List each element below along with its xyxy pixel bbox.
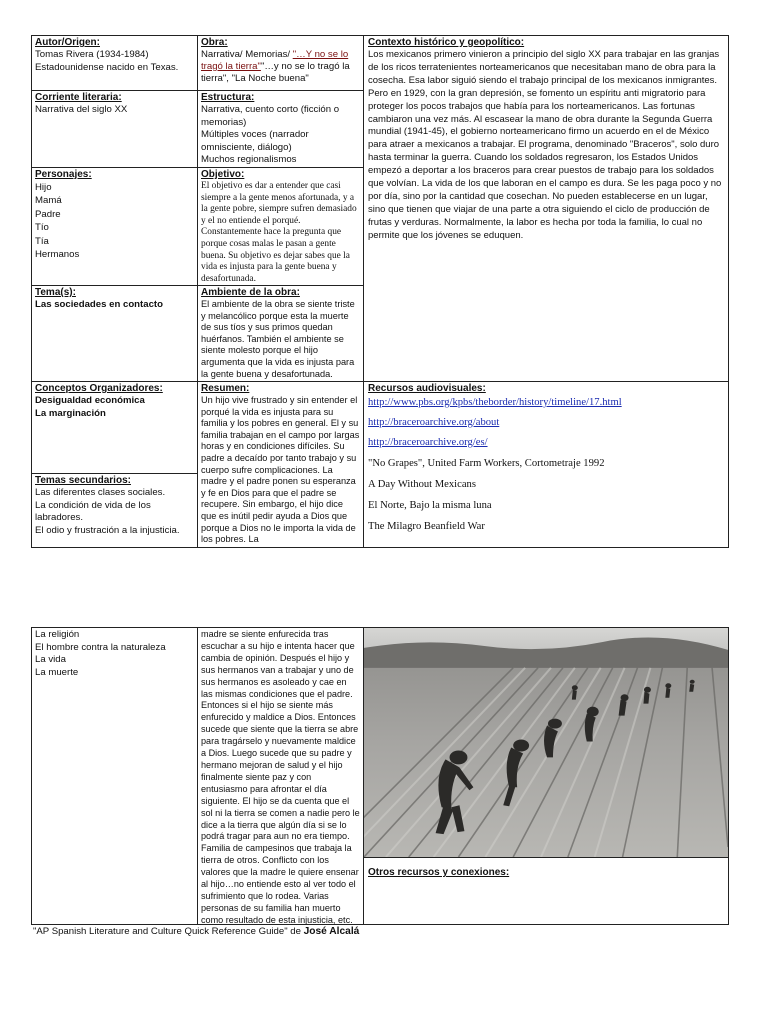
summary-text-part-1: Un hijo vive frustrado y sin entender el porqué la vida es injusta para su familia y los pobres en general. El y su familia trabajan en el campo por largas horas y en condiciones difíciles. Su padre a decaído por tanto trabajo y su cuerpo sufre complicaciones. La madre y el padre ponen su esperanza y fe en Dios para que el padre se recupere. Sin embargo, el hijo dice que es inútil pedir ayuda a Dios que porque a Dios no le importa la vida de los pobres. La bbox=[201, 395, 360, 545]
resource-link[interactable]: http://www.pbs.org/kpbs/theborder/history/timeline/17.html bbox=[368, 397, 622, 408]
current-text: Narrativa del siglo XX bbox=[35, 104, 128, 115]
structure-line: Muchos regionalismos bbox=[201, 154, 297, 165]
secondary-heading: Temas secundarios: bbox=[35, 475, 131, 486]
cell-literary-current bbox=[32, 90, 197, 167]
secondary-item: La muerte bbox=[35, 666, 79, 678]
secondary-item: Las diferentes clases sociales. bbox=[35, 487, 166, 498]
column-work bbox=[198, 36, 364, 547]
concepts-heading: Conceptos Organizadores: bbox=[35, 383, 163, 394]
column-author bbox=[32, 36, 198, 547]
cell-summary-continued bbox=[198, 628, 363, 924]
cell-setting bbox=[198, 285, 363, 381]
resources-heading: Recursos audiovisuales: bbox=[368, 383, 486, 394]
cell-secondary-continued bbox=[32, 628, 197, 924]
character-item: Tía bbox=[35, 235, 49, 247]
context-heading: Contexto histórico y geopolítico: bbox=[368, 37, 525, 48]
themes-heading: Tema(s): bbox=[35, 287, 76, 298]
resource-film: "No Grapes", United Farm Workers, Cortometraje 1992 bbox=[368, 458, 605, 469]
character-item: Hijo bbox=[35, 182, 52, 193]
author-line: Estadounidense nacido en Texas. bbox=[35, 61, 179, 73]
character-item: Padre bbox=[35, 208, 61, 220]
work-title-link[interactable]: "…Y no se lo tragó la tierra" bbox=[201, 49, 349, 72]
cell-characters bbox=[32, 167, 197, 285]
current-heading: Corriente literaria: bbox=[35, 92, 122, 103]
cell-summary bbox=[198, 381, 363, 547]
objective-text: El objetivo es dar a entender que casi siempre a la gente menos afortunada, y a la gente pobre, siempre sufren demasiado y el no entiende el porqué. Constantemente hace la pregunta que porque cosas malas le pasan a gente buena. Su objetivo es dejar sabes que la vida es injusta para la gente buena y desafortunada. bbox=[201, 181, 357, 284]
cell-concepts bbox=[32, 381, 197, 473]
themes-text: Las sociedades en contacto bbox=[35, 299, 163, 310]
citation-footer bbox=[33, 926, 359, 937]
reference-table-page-2 bbox=[31, 627, 729, 925]
cell-resources bbox=[364, 381, 728, 547]
column-context bbox=[364, 36, 728, 547]
farmworkers-photo bbox=[364, 628, 728, 858]
character-item: Mamá bbox=[35, 195, 62, 207]
character-item: Tío bbox=[35, 222, 49, 234]
setting-text: El ambiente de la obra se siente triste y melancólico porque esta la muerte de sus tíos y sus primos quedan huérfanos. También el ambiente se siente molesto porque el hijo argumenta que la vida es injusta para la gente buena y desafortunada. bbox=[201, 299, 355, 379]
resource-film: El Norte, Bajo la misma luna bbox=[368, 500, 492, 511]
cell-objective bbox=[198, 167, 363, 285]
characters-heading: Personajes: bbox=[35, 169, 92, 180]
summary-heading: Resumen: bbox=[201, 383, 250, 394]
objective-heading: Objetivo: bbox=[201, 169, 245, 180]
work-heading: Obra: bbox=[201, 37, 228, 48]
column-secondary-continued bbox=[32, 628, 198, 924]
cell-work bbox=[198, 36, 363, 90]
reference-table-page-1 bbox=[31, 35, 729, 548]
cell-structure bbox=[198, 90, 363, 167]
cell-themes bbox=[32, 285, 197, 381]
resource-film: A Day Without Mexicans bbox=[368, 479, 476, 490]
secondary-item: El odio y frustración a la injusticia. bbox=[35, 524, 180, 536]
citation-text: "AP Spanish Literature and Culture Quick Reference Guide" de bbox=[33, 926, 304, 937]
work-suffix: "…y no se lo tragó la tierra", "La Noche buena" bbox=[201, 61, 350, 84]
structure-line: Narrativa, cuento corto (ficción o memorias) bbox=[201, 104, 340, 128]
summary-text-part-2: madre se siente enfurecida tras escuchar a su hijo e intenta hacer que cambia de opinión. Después el hijo y sus hermanos van a trabajar y uno de sus hermanos es asoleado y cae en las mismas condiciones que el padre. Entonces si el hijo se siente más enfurecido y maldice a Dios. Entonces sucede que siente que la tierra se abre para tragárselo y nuevamente maldice a Dios. Luego sucede que su padre y hermano mejoran de salud y el hijo finalmente siente paz y con entusiasmo para afrontar el día siguiente. El hijo se da cuenta que el sol ni la tierra se comen a nadie pero le dice a la tierra que algún día si se lo podrá tragar para aun no era tiempo. Familia de campesinos que trabaja la tierra de otros. Conflicto con los valores que la madre le quiere ensenar al hijo…no entiende esto al ver todo el sufrimiento que lo rodea. Varias personas de su familia han muerto como resultado de esta injusticia, etc. bbox=[201, 629, 360, 924]
cell-secondary-themes bbox=[32, 473, 197, 547]
work-prefix: Narrativa/ Memorias/ bbox=[201, 49, 293, 60]
column-photo bbox=[364, 628, 728, 924]
resource-link[interactable]: http://braceroarchive.org/about bbox=[368, 417, 500, 428]
secondary-item: La religión bbox=[35, 629, 80, 640]
structure-line: Múltiples voces (narrador omnisciente, diálogo) bbox=[201, 129, 309, 153]
context-text: Los mexicanos primero vinieron a principio del siglo XX para trabajar en las granjas de los ricos terratenientes norteamericanos que necesitaban mano de obra para la cosecha. Esa labor siguió siendo el trabajo principal de los mexicanos inmigrantes. Pero en 1929, con la gran depresión, se fomento un espíritu anti migratorio para proteger los pocos trabajos que había para los norteamericanos. Las fortunas cambiaron una vez más. Al escasear la mano de obra durante la Segunda Guerra mundial (1941-45), el gobierno norteamericano firmo un acuerdo en el de México para atraer a mexicanos a trabajar. El programa, denominado "Braceros", solo duro hasta terminar la guerra. Cuando los soldados regresaron, los Estados Unidos empezó a deportar a los braceros para crear puestos de trabajo para los soldados que volvían. La vida de los que laboran en el campo es dura. Se les paga poco y no por día, sino por la cantidad que cosechan. No pueden establecerse en un lugar, sino que tienen que viajar de una parte a otra siguiendo el ciclo de producción de frutas y verduras. Normalmente, la labor es hecha por toda la familia, lo cual no permite que los jóvenes se eduquen. bbox=[368, 49, 722, 241]
author-heading: Autor/Origen: bbox=[35, 37, 100, 48]
concept-item: Desigualdad económica bbox=[35, 395, 145, 406]
secondary-item: La vida bbox=[35, 654, 66, 665]
secondary-item: La condición de vida de los labradores. bbox=[35, 499, 151, 523]
resource-film: The Milagro Beanfield War bbox=[368, 521, 485, 532]
cell-other-resources bbox=[364, 866, 728, 922]
author-line: Tomas Rivera (1934-1984) bbox=[35, 49, 149, 60]
column-summary-continued bbox=[198, 628, 364, 924]
cell-context bbox=[364, 36, 728, 381]
cell-author bbox=[32, 36, 197, 90]
citation-author: José Alcalá bbox=[303, 926, 360, 937]
farmworkers-photo-icon bbox=[364, 628, 728, 857]
setting-heading: Ambiente de la obra: bbox=[201, 287, 300, 298]
structure-heading: Estructura: bbox=[201, 92, 255, 103]
secondary-item: El hombre contra la naturaleza bbox=[35, 641, 166, 653]
concept-item: La marginación bbox=[35, 407, 106, 419]
other-heading: Otros recursos y conexiones: bbox=[368, 867, 510, 878]
resource-link[interactable]: http://braceroarchive.org/es/ bbox=[368, 437, 488, 448]
character-item: Hermanos bbox=[35, 249, 80, 261]
